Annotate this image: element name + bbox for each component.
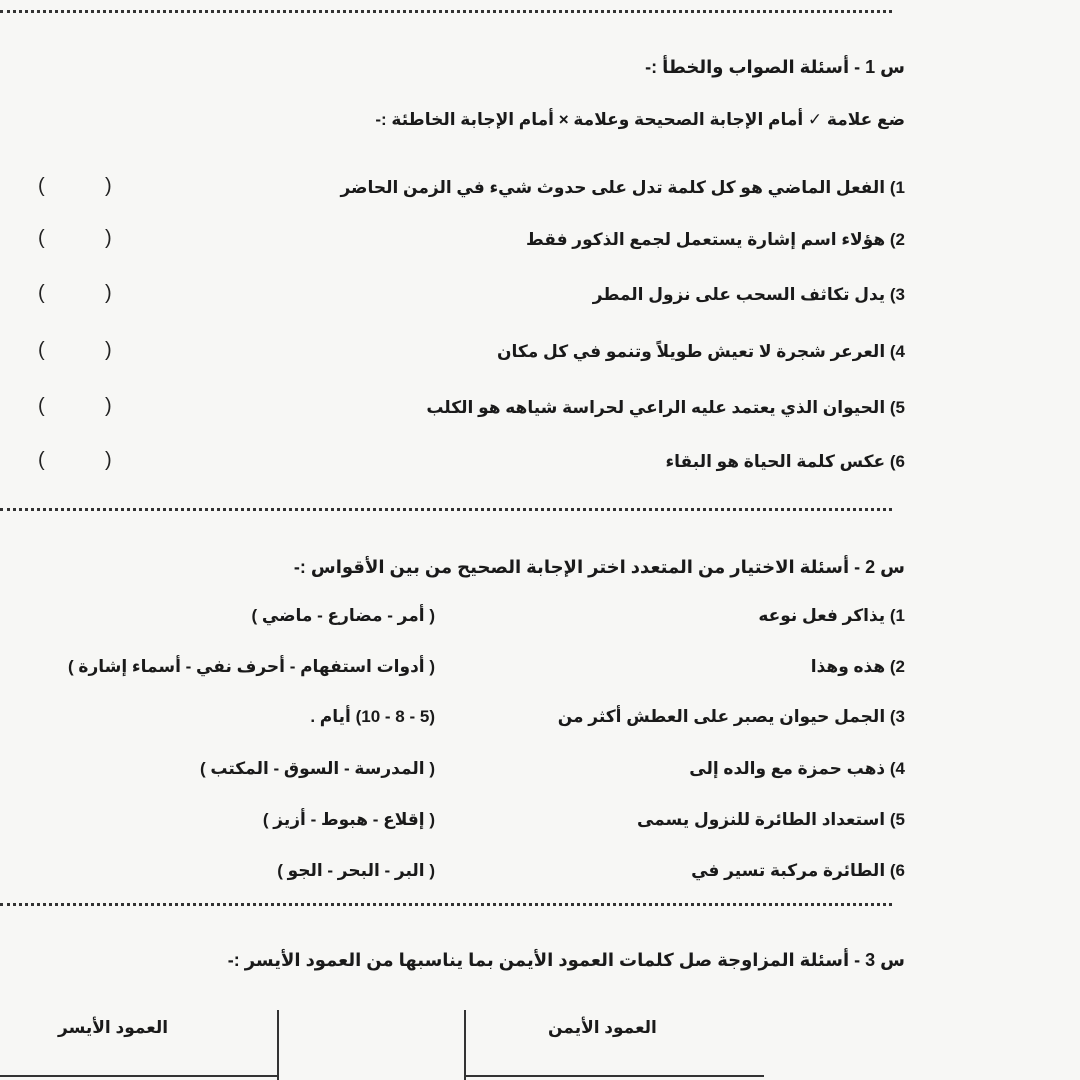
answer-box-close[interactable]: ) — [105, 175, 112, 197]
answer-box-close[interactable]: ) — [105, 227, 112, 249]
answer-box-close[interactable]: ) — [105, 282, 112, 304]
table-border — [464, 1010, 466, 1080]
q2-item: 6) الطائرة مركبة تسير في — [691, 861, 905, 880]
q1-item: 4) العرعر شجرة لا تعيش طويلاً وتنمو في كل مكان — [497, 342, 905, 361]
answer-box-close[interactable]: ) — [105, 339, 112, 361]
q2-item: 1) يذاكر فعل نوعه — [758, 606, 905, 625]
q3-title: س 3 - أسئلة المزاوجة صل كلمات العمود الأيمن بما يناسبها من العمود الأيسر :- — [227, 950, 905, 970]
table-border — [464, 1075, 764, 1077]
q2-title: س 2 - أسئلة الاختيار من المتعدد اختر الإجابة الصحيح من بين الأقواس :- — [293, 557, 905, 577]
answer-box-close[interactable]: ) — [105, 449, 112, 471]
answer-box-open[interactable]: ( — [38, 449, 45, 471]
right-column-header: العمود الأيمن — [548, 1018, 657, 1037]
q1-title: س 1 - أسئلة الصواب والخطأ :- — [645, 57, 905, 77]
q2-choices: ( أدوات استفهام - أحرف نفي - أسماء إشارة ) — [68, 657, 435, 676]
answer-box-close[interactable]: ) — [105, 395, 112, 417]
table-border — [0, 1075, 279, 1077]
answer-box-open[interactable]: ( — [38, 339, 45, 361]
q2-choices: ( أمر - مضارع - ماضي ) — [251, 606, 435, 625]
answer-box-open[interactable]: ( — [38, 282, 45, 304]
answer-box-open[interactable]: ( — [38, 175, 45, 197]
left-column-header: العمود الأيسر — [58, 1018, 169, 1037]
q1-item: 3) يدل تكاثف السحب على نزول المطر — [592, 285, 905, 304]
divider — [0, 508, 892, 511]
q2-item: 2) هذه وهذا — [810, 657, 905, 676]
divider — [0, 903, 892, 906]
q2-item: 5) استعداد الطائرة للنزول يسمى — [636, 810, 905, 829]
q2-choices: (5 - 8 - 10) أيام . — [310, 707, 435, 726]
q2-item: 4) ذهب حمزة مع والده إلى — [689, 759, 905, 778]
q1-item: 2) هؤلاء اسم إشارة يستعمل لجمع الذكور فقط — [526, 230, 905, 249]
q2-choices: ( المدرسة - السوق - المكتب ) — [199, 759, 435, 778]
q1-instruction: ضع علامة ✓ أمام الإجابة الصحيحة وعلامة × أمام الإجابة الخاطئة :- — [375, 110, 905, 129]
q1-item: 1) الفعل الماضي هو كل كلمة تدل على حدوث شيء في الزمن الحاضر — [340, 178, 905, 197]
answer-box-open[interactable]: ( — [38, 395, 45, 417]
q1-item: 5) الحيوان الذي يعتمد عليه الراعي لحراسة شياهه هو الكلب — [426, 398, 905, 417]
divider — [0, 10, 892, 13]
table-border — [277, 1010, 279, 1080]
q1-item: 6) عكس كلمة الحياة هو البقاء — [665, 452, 905, 471]
q2-choices: ( البر - البحر - الجو ) — [277, 861, 435, 880]
q2-item: 3) الجمل حيوان يصبر على العطش أكثر من — [557, 707, 905, 726]
answer-box-open[interactable]: ( — [38, 227, 45, 249]
q2-choices: ( إقلاع - هبوط - أزيز ) — [262, 810, 435, 829]
